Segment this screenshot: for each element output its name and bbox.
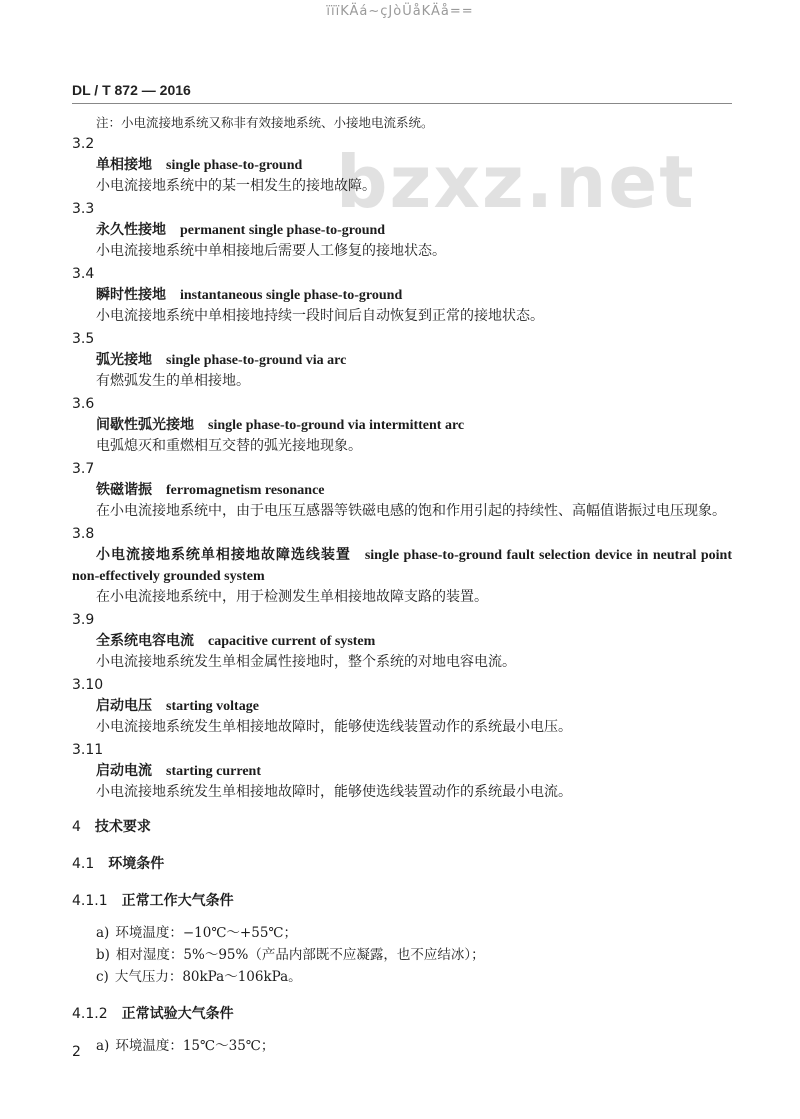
list-item	[96, 966, 732, 988]
list-item-text: 环境温度：−10℃～+55℃；	[115, 925, 298, 941]
note: 注：小电流接地系统又称非有效接地系统、小接地电流系统。	[96, 115, 434, 130]
term-zh: 全系统电容电流	[96, 633, 194, 649]
list-item-text: 相对湿度：5%～95%（产品内部既不应凝露，也不应结冰）；	[115, 947, 485, 963]
term-zh: 启动电流	[96, 763, 152, 779]
term-en: instantaneous single phase-to-ground	[180, 288, 403, 303]
term-entry	[72, 199, 732, 262]
term-definition: 在小电流接地系统中，用于检测发生单相接地故障支路的装置。	[96, 589, 488, 605]
term-number: 3.8	[72, 526, 95, 542]
section-4-1-1-heading	[72, 891, 732, 912]
term-entry	[72, 675, 732, 738]
term-number: 3.9	[72, 612, 95, 628]
term-title	[96, 350, 732, 371]
term-number: 3.7	[72, 461, 95, 477]
term-zh: 启动电压	[96, 698, 152, 714]
term-number: 3.11	[72, 742, 104, 758]
section-4-1-heading	[72, 854, 732, 875]
term-title	[96, 696, 732, 717]
term-en: starting voltage	[166, 699, 259, 714]
term-en: single phase-to-ground via arc	[166, 353, 347, 368]
term-en: single phase-to-ground fault selection device in neutral point non-effectively grounded system	[72, 548, 732, 584]
section-number: 4.1	[72, 856, 95, 872]
standard-header: DL / T 872 — 2016	[72, 82, 191, 98]
list-item-key: a)	[96, 925, 110, 941]
term-zh: 间歇性弧光接地	[96, 417, 194, 433]
term-title	[96, 761, 732, 782]
term-zh: 弧光接地	[96, 352, 152, 368]
term-definition: 有燃弧发生的单相接地。	[96, 373, 250, 389]
term-entry	[72, 610, 732, 673]
section-title: 技术要求	[94, 819, 151, 835]
section-number: 4.1.2	[72, 1006, 108, 1022]
term-zh: 单相接地	[96, 157, 152, 173]
term-en: starting current	[166, 764, 261, 779]
term-definition: 小电流接地系统中单相接地后需要人工修复的接地状态。	[96, 243, 446, 259]
header-rule	[72, 103, 732, 104]
term-number: 3.6	[72, 396, 95, 412]
term-number: 3.3	[72, 201, 95, 217]
term-definition: 小电流接地系统发生单相金属性接地时，整个系统的对地电容电流。	[96, 654, 516, 670]
term-entry	[72, 740, 732, 803]
list-item	[96, 922, 732, 944]
term-number: 3.10	[72, 677, 104, 693]
watermark: bzxz.net	[336, 140, 696, 224]
list-item-text: 环境温度：15℃～35℃；	[115, 1038, 275, 1054]
term-entry	[72, 329, 732, 392]
term-number: 3.2	[72, 136, 95, 152]
term-en: ferromagnetism resonance	[166, 483, 325, 498]
term-entry	[72, 264, 732, 327]
term-entry	[72, 459, 732, 522]
term-definition: 小电流接地系统发生单相接地故障时，能够使选线装置动作的系统最小电流。	[96, 784, 572, 800]
term-definition: 小电流接地系统中单相接地持续一段时间后自动恢复到正常的接地状态。	[96, 308, 544, 324]
term-title	[96, 631, 732, 652]
section-title: 环境条件	[108, 856, 165, 872]
term-number: 3.5	[72, 331, 95, 347]
term-zh: 永久性接地	[96, 222, 166, 238]
term-zh: 小电流接地系统单相接地故障选线装置	[96, 547, 351, 563]
list-item	[96, 944, 732, 966]
top-scan-mark: ïïïKÄá~çJòÜåKÄå==	[326, 4, 474, 19]
term-title	[96, 220, 732, 241]
condition-list-4-1-1	[96, 922, 732, 988]
list-item-key: c)	[96, 969, 109, 985]
term-en: single phase-to-ground via intermittent arc	[208, 418, 465, 433]
term-definition: 小电流接地系统中的某一相发生的接地故障。	[96, 178, 376, 194]
term-entry	[72, 394, 732, 457]
condition-list-4-1-2	[96, 1035, 732, 1057]
term-number: 3.4	[72, 266, 95, 282]
section-title: 正常工作大气条件	[121, 893, 234, 909]
section-4-heading	[72, 817, 732, 838]
list-item-key: a)	[96, 1038, 110, 1054]
page-number: 2	[72, 1044, 81, 1060]
section-title: 正常试验大气条件	[121, 1006, 234, 1022]
term-title	[72, 545, 732, 587]
term-title	[96, 285, 732, 306]
section-number: 4	[72, 819, 81, 835]
list-item-text: 大气压力：80kPa～106kPa。	[114, 969, 302, 985]
section-number: 4.1.1	[72, 893, 108, 909]
term-zh: 瞬时性接地	[96, 287, 166, 303]
section-4-1-2-heading	[72, 1004, 732, 1025]
term-zh: 铁磁谐振	[96, 482, 152, 498]
term-en: single phase-to-ground	[166, 158, 303, 173]
terms-list	[72, 134, 732, 803]
term-definition: 电弧熄灭和重燃相互交替的弧光接地现象。	[96, 438, 362, 454]
term-title	[96, 415, 732, 436]
term-title	[96, 155, 732, 176]
term-en: permanent single phase-to-ground	[180, 223, 386, 238]
page-content	[72, 108, 732, 1057]
term-definition: 在小电流接地系统中，由于电压互感器等铁磁电感的饱和作用引起的持续性、高幅值谐振过电压现象。	[96, 503, 726, 519]
term-en: capacitive current of system	[208, 634, 376, 649]
term-definition: 小电流接地系统发生单相接地故障时，能够使选线装置动作的系统最小电压。	[96, 719, 572, 735]
list-item-key: b)	[96, 947, 110, 963]
term-entry	[72, 524, 732, 608]
term-entry	[72, 134, 732, 197]
list-item	[96, 1035, 732, 1057]
term-title	[96, 480, 732, 501]
